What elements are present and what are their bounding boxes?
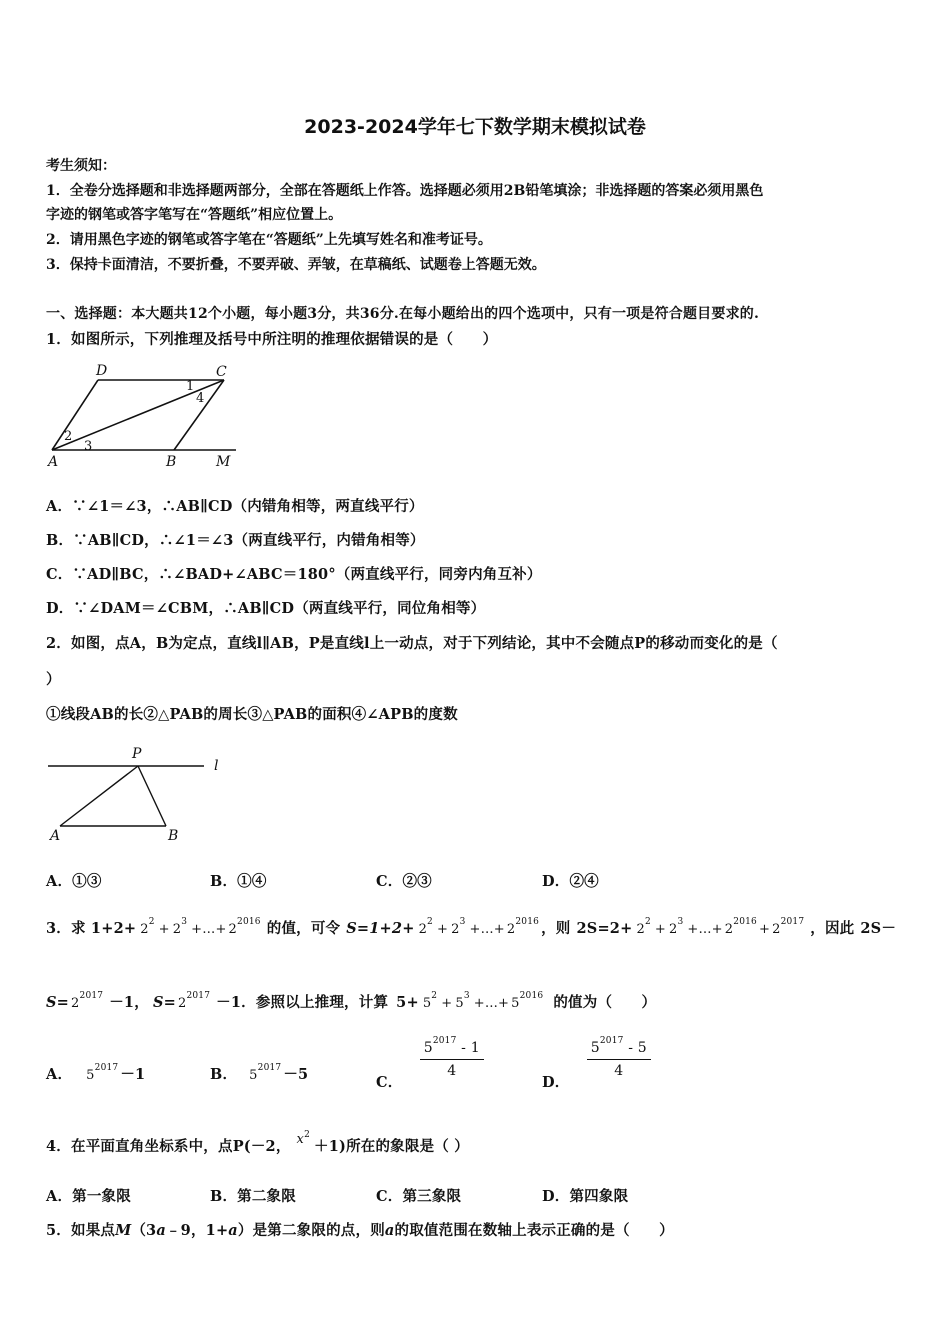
q5-variable-a: a — [156, 1222, 166, 1239]
q3-exponent: 3 — [463, 991, 470, 1001]
q4-text: 4．在平面直角坐标系中，点P(－2， — [46, 1138, 291, 1155]
q3-power-base: 2 — [772, 922, 781, 937]
notice-line-1b: 字迹的钢笔或答字笔写在“答题纸”相应位置上。 — [46, 207, 343, 223]
q3-power-base: 2 — [451, 922, 460, 937]
q2-option-c: C．②③ — [376, 873, 432, 890]
q3-sum-start: 5+ — [396, 994, 419, 1011]
q3-ellipsis: +…+ — [473, 996, 510, 1011]
q3-power-base: 5 — [511, 996, 520, 1011]
label-a: A — [48, 454, 59, 470]
q2-stem: 2．如图，点A，B为定点，直线l∥AB，P是直线l上一动点，对于下列结论，其中不会随点P的移动而变化的是（ — [46, 635, 778, 652]
q3-power-base: 5 — [422, 996, 432, 1011]
label-a: A — [50, 828, 61, 844]
q3-ellipsis: +…+ — [469, 922, 505, 937]
q3-power-base: 2 — [228, 922, 238, 937]
angle-4: 4 — [196, 391, 205, 406]
q3-power-base: 5 — [423, 1040, 433, 1056]
label-b: B — [166, 454, 177, 470]
label-d: D — [96, 363, 108, 379]
q3-exponent: 2016 — [515, 917, 540, 927]
q1-option-b: B．∵AB∥CD，∴∠1＝∠3（两直线平行，内错角相等） — [46, 532, 425, 549]
q3-exponent: 2016 — [733, 917, 757, 927]
q1-option-c: C．∵AD∥BC，∴∠BAD+∠ABC＝180°（两直线平行，同旁内角互补） — [46, 566, 542, 583]
q4-option-a: A．第一象限 — [46, 1188, 131, 1205]
q1-figure — [46, 360, 246, 475]
q5-text: ﹣9，1+ — [165, 1222, 229, 1239]
q5-variable-a: a — [228, 1222, 238, 1239]
angle-3: 3 — [84, 439, 93, 454]
label-b: B — [168, 828, 179, 844]
q3-text: －1．参照以上推理，计算 — [216, 994, 389, 1011]
q3-text: ，因此 — [810, 920, 855, 937]
q3-plus: + — [158, 922, 170, 937]
q3-exponent: 2017 — [432, 1036, 457, 1046]
q3-power-base: 5 — [249, 1068, 258, 1083]
q3-option-b-letter: B． — [210, 1066, 238, 1083]
q4-variable: x — [296, 1132, 305, 1147]
q3-exponent: 2017 — [79, 991, 104, 1001]
q3-ellipsis: +…+ — [687, 922, 723, 937]
q3-s-equals: S= — [152, 994, 176, 1011]
q3-option-d — [542, 1036, 651, 1091]
q3-exponent: 2017 — [257, 1063, 282, 1073]
notice-line-2: 2．请用黑色字迹的钢笔或答字笔在“答题纸”上先填写姓名和准考证号。 — [46, 232, 492, 248]
label-m: M — [216, 454, 231, 470]
q4-stem — [46, 1130, 469, 1156]
q3-line-2 — [46, 991, 656, 1012]
page-title: 2023-2024学年七下数学期末模拟试卷 — [304, 116, 646, 138]
q3-exponent: 2016 — [519, 991, 544, 1001]
label-c: C — [216, 364, 227, 380]
q3-power-base: 5 — [455, 996, 464, 1011]
q3-exponent: 2 — [148, 917, 155, 927]
fraction-numerator — [420, 1036, 484, 1060]
angle-2: 2 — [64, 429, 73, 444]
q3-plus: + — [758, 922, 771, 937]
q3-text: 的值为（ ） — [553, 994, 657, 1011]
q1-stem: 1．如图所示，下列推理及括号中所注明的推理依据错误的是（ ） — [46, 331, 498, 348]
q3-exponent: 2017 — [599, 1036, 624, 1046]
q2-option-b: B．①④ — [210, 873, 267, 890]
q3-option-a-letter: A． — [46, 1066, 73, 1083]
q3-text: 2S－ — [860, 920, 897, 937]
segment-ap — [60, 766, 138, 826]
label-p: P — [132, 746, 142, 762]
q4-option-d: D．第四象限 — [542, 1188, 629, 1205]
q3-exponent: 2 — [431, 991, 438, 1001]
q3-plus: + — [654, 922, 666, 937]
q3-s-equals: S= — [46, 994, 70, 1011]
q3-plus: + — [436, 922, 449, 937]
q3-exponent: 3 — [181, 917, 188, 927]
q4-option-b: B．第二象限 — [210, 1188, 296, 1205]
q2-figure — [46, 742, 246, 847]
q3-exponent: 2017 — [94, 1063, 119, 1073]
notice-line-1a: 1．全卷分选择题和非选择题两部分，全部在答题纸上作答。选择题必须用2B铅笔填涂；非选择题的答案必须用黑色 — [46, 183, 764, 199]
q3-option-d-fraction — [587, 1036, 651, 1079]
q2-option-d: D．②④ — [542, 873, 599, 890]
q2-option-a: A．①③ — [46, 873, 102, 890]
q3-exponent: 2017 — [186, 991, 211, 1001]
label-l: l — [214, 758, 219, 774]
q3-power-base: 2 — [177, 996, 187, 1011]
q3-power-base: 2 — [71, 996, 80, 1011]
angle-1: 1 — [186, 379, 195, 394]
q3-exponent: 3 — [677, 917, 684, 927]
q3-option-a — [46, 1063, 145, 1084]
fraction-numerator — [587, 1036, 651, 1060]
q3-power-base: 2 — [418, 922, 428, 937]
q1-option-d: D．∵∠DAM＝∠CBM，∴AB∥CD（两直线平行，同位角相等） — [46, 600, 486, 617]
q3-power-base: 5 — [86, 1068, 95, 1083]
q3-text: ，则 — [541, 920, 571, 937]
q3-exponent: 3 — [459, 917, 466, 927]
q3-option-c — [376, 1036, 484, 1091]
q3-plus: + — [441, 996, 453, 1011]
q5-point-m: M — [115, 1222, 132, 1239]
q4-text: ＋1)所在的象限是（ ） — [314, 1138, 469, 1155]
q1-option-a: A．∵∠1＝∠3，∴AB∥CD（内错角相等，两直线平行） — [46, 498, 424, 515]
q3-exponent: 2017 — [780, 917, 805, 927]
q3-power-base: 5 — [590, 1040, 600, 1056]
q3-power-base: 2 — [724, 922, 734, 937]
q5-text: 的取值范围在数轴上表示正确的是（ ） — [394, 1222, 674, 1239]
q3-2s-expression: 2S=2+ — [576, 920, 633, 937]
q5-text: ）是第二象限的点，则 — [237, 1222, 385, 1239]
q3-text: －1， — [109, 994, 149, 1011]
q3-ellipsis: +…+ — [191, 922, 227, 937]
q3-option-d-num-tail: - 5 — [623, 1040, 647, 1056]
fraction-denominator: 4 — [447, 1063, 457, 1079]
q3-option-c-fraction — [420, 1036, 484, 1079]
fraction-denominator: 4 — [614, 1063, 624, 1079]
q3-s-expression: S=1+2+ — [346, 920, 415, 937]
q3-power-base: 2 — [668, 922, 678, 937]
q3-option-a-tail: －1 — [120, 1066, 146, 1083]
q4-exponent: 2 — [304, 1130, 311, 1140]
q3-option-b-tail: －5 — [283, 1066, 309, 1083]
q3-text-start: 3．求 1+2+ — [46, 920, 137, 937]
q3-power-base: 2 — [172, 922, 182, 937]
q3-line-1 — [46, 917, 896, 938]
q3-power-base: 2 — [636, 922, 645, 937]
q5-stem — [46, 1219, 674, 1240]
q3-exponent: 2 — [644, 917, 651, 927]
notice-line-3: 3．保持卡面清洁，不要折叠，不要弄破、弄皱，在草稿纸、试题卷上答题无效。 — [46, 257, 546, 273]
q3-power-base: 2 — [506, 922, 516, 937]
q3-exponent: 2016 — [237, 917, 261, 927]
q5-variable-a: a — [384, 1222, 395, 1239]
q3-text: 的值，可令 — [266, 920, 341, 937]
q5-text: 5．如果点 — [46, 1222, 116, 1239]
q3-option-c-num-tail: - 1 — [456, 1040, 480, 1056]
q3-power-base: 2 — [140, 922, 149, 937]
q3-option-c-letter: C． — [376, 1073, 403, 1091]
q3-option-d-letter: D． — [542, 1073, 570, 1091]
q4-option-c: C．第三象限 — [376, 1188, 462, 1205]
q5-text: （3 — [131, 1222, 157, 1239]
q3-exponent: 2 — [427, 917, 433, 927]
q2-stem-end: ） — [46, 671, 61, 688]
section-heading: 一、选择题：本大题共12个小题，每小题3分，共36分.在每小题给出的四个选项中，只有一项是符合题目要求的. — [46, 306, 760, 322]
q2-items: ①线段AB的长②△PAB的周长③△PAB的面积④∠APB的度数 — [46, 706, 458, 723]
segment-pb — [138, 766, 166, 826]
notice-heading: 考生须知： — [46, 158, 116, 174]
q3-option-b — [210, 1063, 308, 1084]
